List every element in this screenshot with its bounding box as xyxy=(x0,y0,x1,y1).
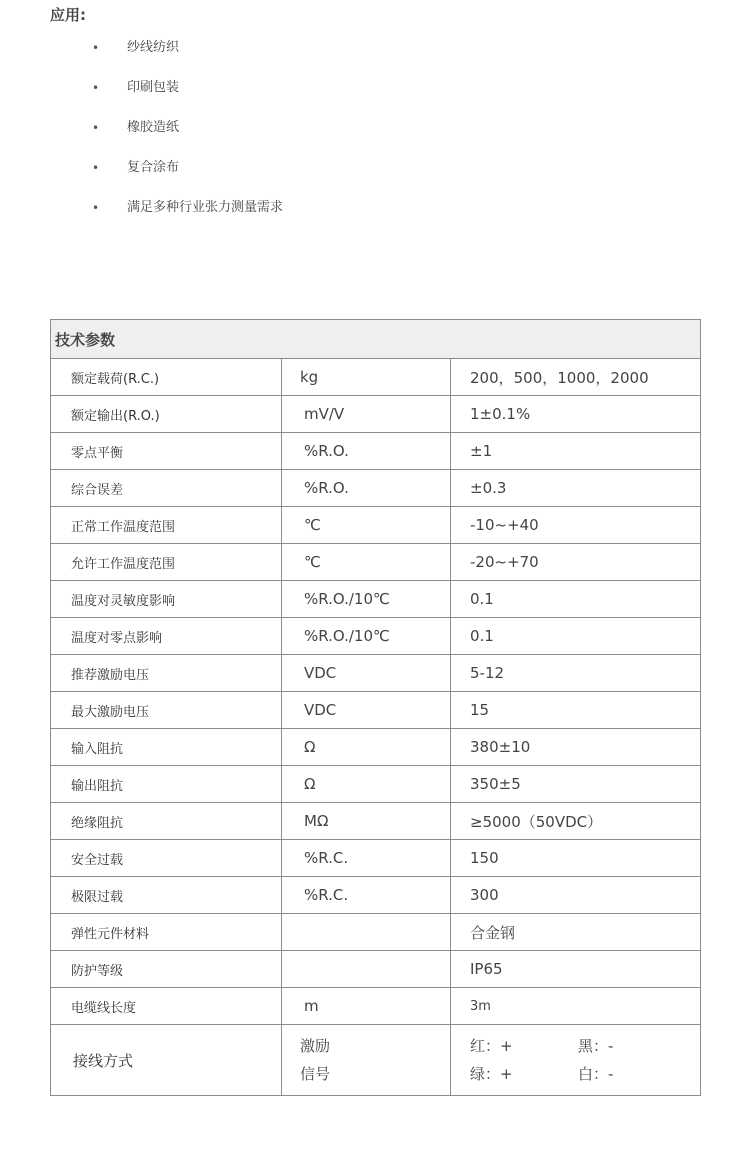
wire-green: 绿：+ xyxy=(470,1065,513,1083)
param-name: 额定输出(R.O.) xyxy=(51,396,282,433)
application-label: 印刷包装 xyxy=(127,80,180,95)
param-name: 输入阻抗 xyxy=(51,729,282,766)
table-row xyxy=(51,396,701,433)
param-value: -10~+40 xyxy=(451,507,701,544)
param-unit: VDC xyxy=(282,655,451,692)
param-value: 合金钢 xyxy=(451,914,701,951)
param-value: ±1 xyxy=(451,433,701,470)
wiring-label-signal: 信号 xyxy=(300,1065,331,1083)
param-name: 弹性元件材料 xyxy=(51,914,282,951)
table-row xyxy=(51,618,701,655)
table-row xyxy=(51,470,701,507)
param-name: 零点平衡 xyxy=(51,433,282,470)
param-unit: %R.O. xyxy=(282,433,451,470)
list-item xyxy=(0,148,750,188)
spec-table xyxy=(50,319,701,1096)
param-value: 1±0.1% xyxy=(451,396,701,433)
param-name: 温度对灵敏度影响 xyxy=(51,581,282,618)
param-name: 推荐激励电压 xyxy=(51,655,282,692)
wiring-colors xyxy=(451,1025,701,1096)
table-row xyxy=(51,655,701,692)
param-name: 正常工作温度范围 xyxy=(51,507,282,544)
table-row xyxy=(51,766,701,803)
param-value: 300 xyxy=(451,877,701,914)
param-value: 350±5 xyxy=(451,766,701,803)
param-unit: m xyxy=(282,988,451,1025)
param-name: 最大激励电压 xyxy=(51,692,282,729)
application-label: 橡胶造纸 xyxy=(127,120,180,135)
param-unit: mV/V xyxy=(282,396,451,433)
param-name: 防护等级 xyxy=(51,951,282,988)
wiring-name: 接线方式 xyxy=(51,1025,282,1096)
applications-list xyxy=(0,28,750,228)
list-item xyxy=(0,108,750,148)
param-value: 3m xyxy=(451,988,701,1025)
param-unit: Ω xyxy=(282,729,451,766)
wiring-excitation-colors xyxy=(470,1032,700,1060)
bullet-icon: • xyxy=(92,121,100,135)
param-unit: %R.C. xyxy=(282,840,451,877)
bullet-icon: • xyxy=(92,161,100,175)
wiring-row xyxy=(51,1025,701,1096)
bullet-icon: • xyxy=(92,41,100,55)
param-name: 安全过载 xyxy=(51,840,282,877)
table-row xyxy=(51,729,701,766)
param-value: ≥5000（50VDC） xyxy=(451,803,701,840)
param-name: 输出阻抗 xyxy=(51,766,282,803)
param-value: 5-12 xyxy=(451,655,701,692)
param-name: 综合误差 xyxy=(51,470,282,507)
table-row xyxy=(51,877,701,914)
param-name: 绝缘阻抗 xyxy=(51,803,282,840)
table-row xyxy=(51,951,701,988)
param-value: ±0.3 xyxy=(451,470,701,507)
application-label: 纱线纺织 xyxy=(127,40,180,55)
table-row xyxy=(51,803,701,840)
list-item xyxy=(0,68,750,108)
application-label: 复合涂布 xyxy=(127,160,180,175)
wire-red: 红：+ xyxy=(470,1037,513,1055)
param-name: 额定载荷(R.C.) xyxy=(51,359,282,396)
param-unit: ℃ xyxy=(282,507,451,544)
wire-black: 黑：- xyxy=(578,1037,614,1055)
param-unit: VDC xyxy=(282,692,451,729)
param-value: IP65 xyxy=(451,951,701,988)
list-item xyxy=(0,28,750,68)
table-row xyxy=(51,581,701,618)
table-row xyxy=(51,507,701,544)
table-row xyxy=(51,433,701,470)
param-value: 200，500，1000，2000 xyxy=(451,359,701,396)
bullet-icon: • xyxy=(92,201,100,215)
list-item xyxy=(0,188,750,228)
param-name: 极限过载 xyxy=(51,877,282,914)
param-unit: Ω xyxy=(282,766,451,803)
param-unit: %R.C. xyxy=(282,877,451,914)
param-value: -20~+70 xyxy=(451,544,701,581)
param-unit: %R.O./10℃ xyxy=(282,618,451,655)
wiring-label-excitation: 激励 xyxy=(300,1037,331,1055)
param-value: 0.1 xyxy=(451,618,701,655)
param-value: 150 xyxy=(451,840,701,877)
wiring-signal-colors xyxy=(470,1060,700,1088)
table-row xyxy=(51,988,701,1025)
applications-heading: 应用: xyxy=(50,6,86,24)
spec-table-title: 技术参数 xyxy=(51,320,701,359)
param-name: 温度对零点影响 xyxy=(51,618,282,655)
param-unit: MΩ xyxy=(282,803,451,840)
table-row xyxy=(51,359,701,396)
param-value: 0.1 xyxy=(451,581,701,618)
table-row xyxy=(51,692,701,729)
param-name: 电缆线长度 xyxy=(51,988,282,1025)
table-row xyxy=(51,840,701,877)
param-unit: ℃ xyxy=(282,544,451,581)
param-unit: %R.O. xyxy=(282,470,451,507)
wiring-labels xyxy=(282,1025,451,1096)
bullet-icon: • xyxy=(92,81,100,95)
param-name: 允许工作温度范围 xyxy=(51,544,282,581)
param-value: 380±10 xyxy=(451,729,701,766)
spec-table-header xyxy=(51,320,701,359)
param-unit xyxy=(282,951,451,988)
table-row xyxy=(51,544,701,581)
wire-white: 白：- xyxy=(578,1065,614,1083)
param-value: 15 xyxy=(451,692,701,729)
table-row xyxy=(51,914,701,951)
param-unit: %R.O./10℃ xyxy=(282,581,451,618)
param-unit xyxy=(282,914,451,951)
param-unit: kg xyxy=(282,359,451,396)
application-label: 满足多种行业张力测量需求 xyxy=(127,200,284,215)
